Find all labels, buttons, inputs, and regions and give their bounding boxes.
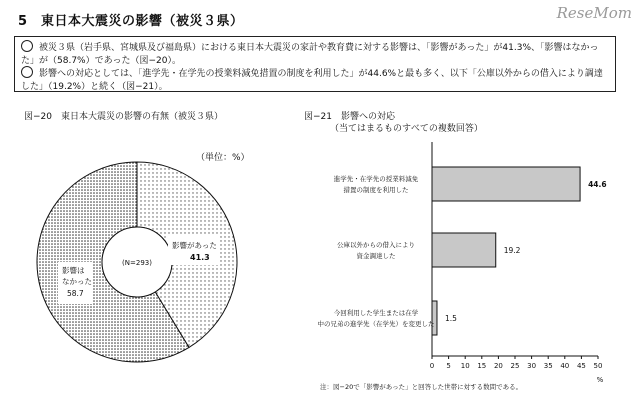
bar — [432, 233, 496, 267]
site-logo: ReseMom — [556, 4, 632, 22]
x-tick-label: 25 — [510, 362, 520, 370]
x-tick-label: 45 — [576, 362, 586, 370]
slice-label: 影響があった — [172, 241, 217, 250]
slice-value-label: 41.3 — [190, 253, 210, 262]
bar — [432, 301, 437, 335]
page-title: 5 東日本大震災の影響（被災３県） — [18, 14, 244, 29]
summary-text: 被災３県（岩手県、宮城県及び福島県）における東日本大震災の家計や教育費に対する影響は、「影響があった」が41.3%、「影響はなかった」が（58.7%）であった（図−20）。 — [21, 43, 599, 66]
bar-chart-title: 図−21 影響への対応 — [304, 112, 395, 122]
bar — [432, 167, 580, 201]
chart-note: 注：図−20で「影響があった」と回答した世帯に対する数問である。 — [320, 383, 523, 391]
pie-unit-label: （単位：%） — [196, 153, 250, 163]
summary-text: 影響への対応としては、「進学先・在学先の授業料減免措置の制度を利用した」が44.6%と最も多く、以下「公庫以外からの借入により調達した」（19.2%）と続く（図−21）。 — [21, 69, 603, 92]
x-tick-label: 5 — [446, 362, 451, 370]
category-label: 措置の制度を利用した — [343, 186, 409, 194]
pie-center-label: (N=293) — [122, 259, 152, 267]
category-label: 資金調達した — [356, 252, 396, 260]
pie-chart-title: 図−20 東日本大震災の影響の有無（被災３県） — [24, 112, 223, 122]
bar-value-label: 1.5 — [444, 314, 457, 323]
x-tick-label: 10 — [460, 362, 470, 370]
category-label: 進学先・在学先の授業料減免 — [333, 175, 419, 183]
slice-value-label: 58.7 — [67, 289, 84, 298]
x-tick-label: 0 — [429, 362, 435, 370]
x-tick-label: 35 — [543, 362, 553, 370]
category-label: 今回利用した学生または在学 — [333, 309, 419, 317]
bar-value-label: 19.2 — [503, 246, 521, 255]
bar-chart-subtitle: （当てはまるものすべての複数回答） — [330, 124, 483, 134]
category-label: 公庫以外からの借入により — [337, 241, 415, 249]
x-axis-unit: % — [596, 376, 604, 384]
bar-value-label: 44.6 — [588, 180, 607, 189]
category-label: 中の兄弟の進学先（在学先）を変更した — [317, 320, 435, 328]
x-tick-label: 20 — [493, 362, 503, 370]
x-tick-label: 30 — [527, 362, 537, 370]
x-tick-label: 50 — [593, 362, 603, 370]
x-tick-label: 40 — [560, 362, 570, 370]
x-tick-label: 15 — [477, 362, 487, 370]
slice-label: なかった — [62, 277, 92, 286]
slice-label: 影響は — [62, 266, 85, 275]
